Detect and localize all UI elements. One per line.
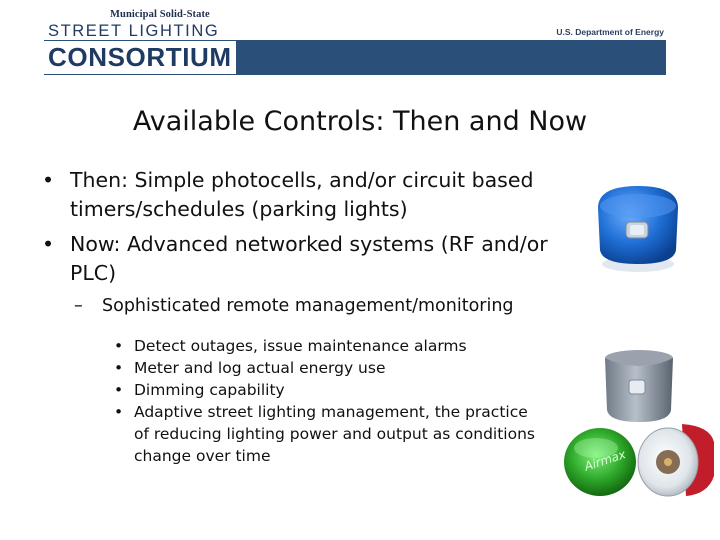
blue-photocell-controller-image xyxy=(588,178,688,274)
bullet-glyph: • xyxy=(42,168,55,192)
sub-bullet-item xyxy=(30,294,550,319)
logo-subtitle: Municipal Solid-State xyxy=(110,9,210,20)
sub-sub-bullet-item xyxy=(30,335,544,357)
bullet-item xyxy=(30,230,550,288)
slide-title: Available Controls: Then and Now xyxy=(132,106,588,137)
sub-sub-bullet-text: Meter and log actual energy use xyxy=(134,359,386,377)
logo-consortium: CONSORTIUM xyxy=(44,41,236,74)
slide-content xyxy=(30,166,550,467)
bullet-text: Then: Simple photocells, and/or circuit based timers/schedules (parking lights) xyxy=(70,168,534,221)
bullet-item xyxy=(30,166,550,224)
sub-sub-bullet-text: Dimming capability xyxy=(134,381,285,399)
bullet-glyph: • xyxy=(114,359,124,377)
bullet-glyph: • xyxy=(114,403,124,421)
dash-glyph: – xyxy=(74,296,83,316)
header xyxy=(0,0,720,80)
red-white-controller-image xyxy=(634,418,718,502)
controller-brand-label: Airmax xyxy=(582,447,628,474)
agency-label: U.S. Department of Energy xyxy=(556,27,664,37)
sub-bullet-text: Sophisticated remote management/monitoring xyxy=(102,296,514,316)
sub-sub-bullet-text: Detect outages, issue maintenance alarms xyxy=(134,337,467,355)
bullet-glyph: • xyxy=(42,232,55,256)
sub-sub-bullet-item xyxy=(30,401,544,467)
sub-sub-bullet-item xyxy=(30,379,544,401)
green-photocell-controller-image xyxy=(560,420,642,500)
gray-photocell-controller-image xyxy=(597,348,681,428)
sub-sub-bullet-text: Adaptive street lighting management, the practice of reducing lighting power and output as conditions change over time xyxy=(134,403,535,465)
sub-sub-bullet-item xyxy=(30,357,544,379)
bullet-glyph: • xyxy=(114,337,124,355)
bullet-glyph: • xyxy=(114,381,124,399)
logo-street-lighting: STREET LIGHTING xyxy=(48,22,220,40)
bullet-text: Now: Advanced networked systems (RF and/or PLC) xyxy=(70,232,548,285)
